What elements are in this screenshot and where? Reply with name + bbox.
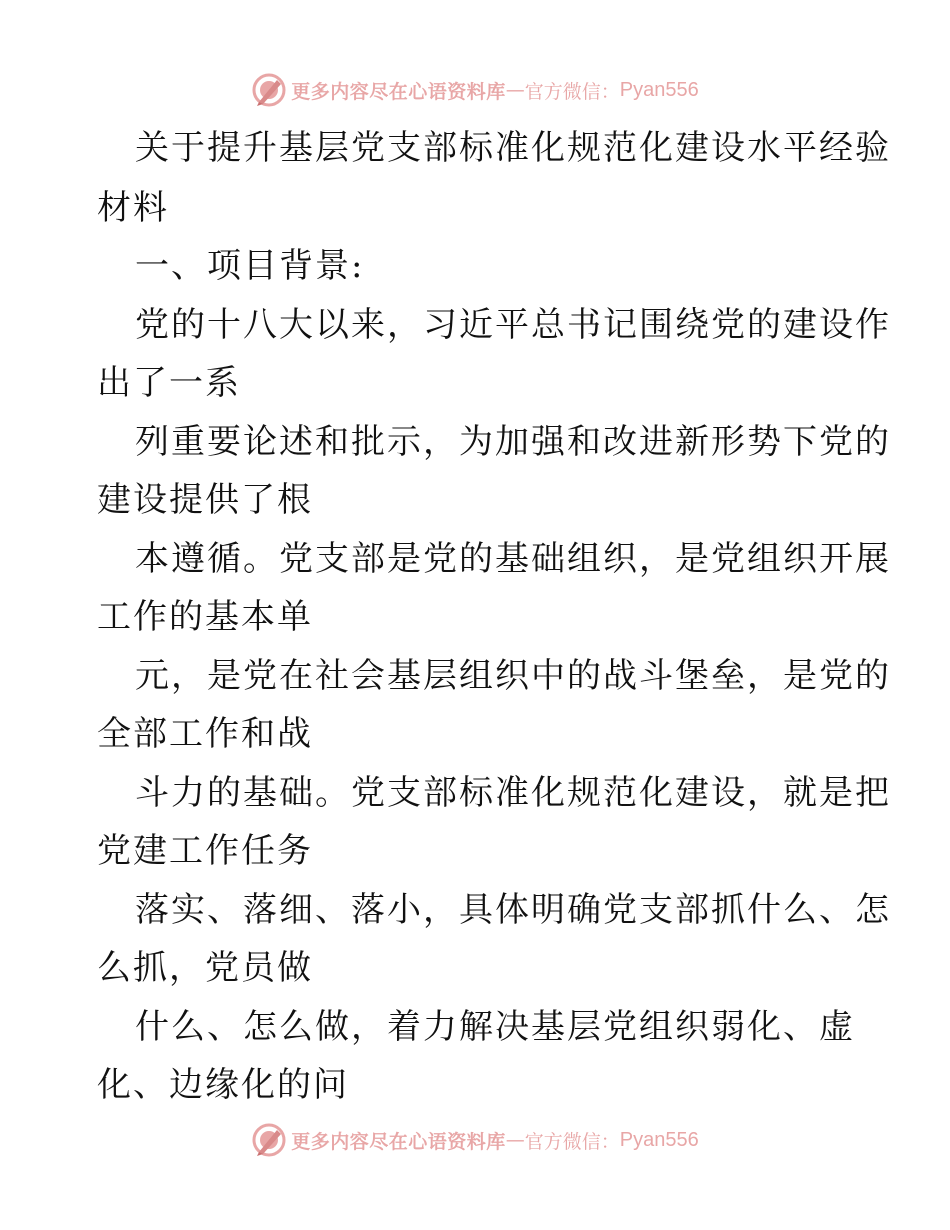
paragraph-line: 建设提供了根 <box>97 480 313 520</box>
paragraph-line: 工作的基本单 <box>97 597 313 637</box>
watermark-wechat-label: 官方微信： <box>524 80 620 103</box>
paragraph-line: 化、边缘化的问 <box>97 1065 349 1105</box>
paragraph-line: 党的十八大以来，习近平总书记围绕党的建设作 <box>135 305 891 345</box>
paragraph-line: 元，是党在社会基层组织中的战斗堡垒，是党的 <box>135 656 891 696</box>
paragraph-line: 斗力的基础。党支部标准化规范化建设，就是把 <box>135 773 891 813</box>
paragraph-line: 党建工作任务 <box>97 831 313 871</box>
section-heading: 一、项目背景: <box>135 246 365 286</box>
paragraph-line: 本遵循。党支部是党的基础组织，是党组织开展 <box>135 539 891 579</box>
watermark-separator: — <box>505 79 525 101</box>
pen-logo-icon <box>251 1122 287 1158</box>
watermark-text: 更多内容尽在心语资料库 <box>291 80 506 103</box>
doc-title-line-1: 关于提升基层党支部标准化规范化建设水平经验 <box>135 128 891 168</box>
paragraph-line: 什么、怎么做，着力解决基层党组织弱化、虚 <box>135 1007 855 1047</box>
watermark-wechat-id: Pyan556 <box>619 1128 699 1151</box>
paragraph-line: 全部工作和战 <box>97 714 313 754</box>
watermark-wechat-id: Pyan556 <box>619 78 699 101</box>
paragraph-line: 出了一系 <box>97 363 241 403</box>
paragraph-line: 列重要论述和批示，为加强和改进新形势下党的 <box>135 422 891 462</box>
paragraph-line: 么抓，党员做 <box>97 948 313 988</box>
watermark-text: 更多内容尽在心语资料库 <box>291 1130 506 1153</box>
paragraph-line: 落实、落细、落小，具体明确党支部抓什么、怎 <box>135 890 891 930</box>
watermark-separator: — <box>505 1129 525 1151</box>
footer-watermark <box>0 1120 950 1160</box>
watermark-wechat-label: 官方微信： <box>524 1130 620 1153</box>
doc-title-line-2: 材料 <box>97 188 169 228</box>
